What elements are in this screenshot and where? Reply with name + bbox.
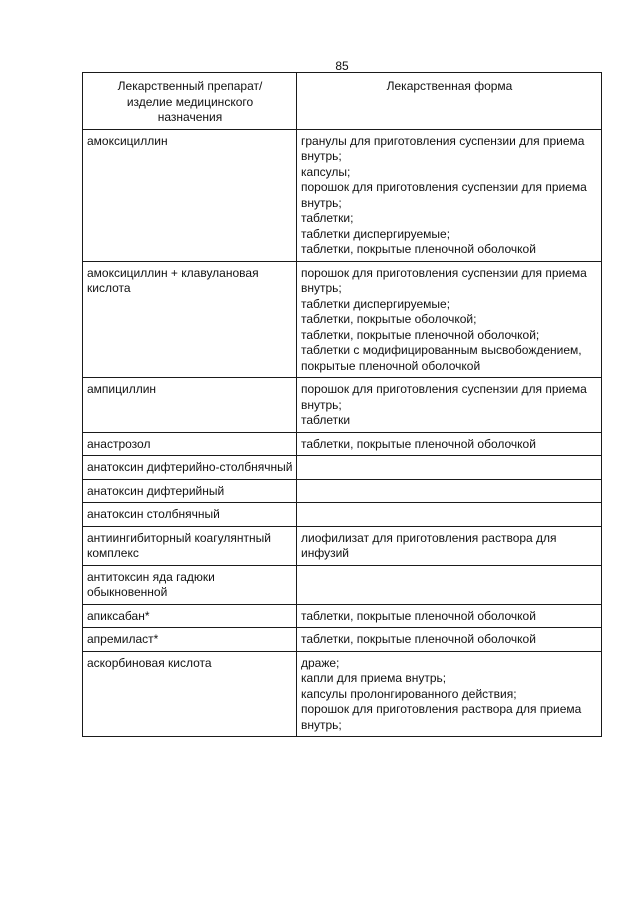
drug-name-cell: апремиласт* xyxy=(83,628,297,652)
drug-table xyxy=(82,72,602,737)
table-row xyxy=(83,628,602,652)
dosage-form-cell: порошок для приготовления суспензии для приема внутрь; таблетки диспергируемые; таблетки, покрытые оболочкой; таблетки, покрытые пленочной оболочкой; таблетки с модифицированным высвобождением, покрытые пленочной оболочкой xyxy=(297,261,602,378)
table-row xyxy=(83,526,602,565)
dosage-form-cell: лиофилизат для приготовления раствора для инфузий xyxy=(297,526,602,565)
dosage-form-cell: драже; капли для приема внутрь; капсулы пролонгированного действия; порошок для приготовления раствора для приема внутрь; xyxy=(297,651,602,737)
drug-name-cell: анатоксин столбнячный xyxy=(83,503,297,527)
drug-name-cell: анастрозол xyxy=(83,432,297,456)
header-row xyxy=(83,73,602,130)
drug-name-cell: анатоксин дифтерийно-столбнячный xyxy=(83,456,297,480)
drug-name-cell: антиингибиторный коагулянтный комплекс xyxy=(83,526,297,565)
drug-name-cell: амоксициллин + клавулановая кислота xyxy=(83,261,297,378)
table-row xyxy=(83,129,602,261)
table-row xyxy=(83,432,602,456)
drug-name-cell: антитоксин яда гадюки обыкновенной xyxy=(83,565,297,604)
dosage-form-cell: таблетки, покрытые пленочной оболочкой xyxy=(297,604,602,628)
dosage-form-cell xyxy=(297,479,602,503)
table-row xyxy=(83,456,602,480)
dosage-form-cell: гранулы для приготовления суспензии для приема внутрь; капсулы; порошок для приготовления суспензии для приема внутрь; таблетки; таблетки диспергируемые; таблетки, покрытые пленочной оболочкой xyxy=(297,129,602,261)
dosage-form-cell xyxy=(297,565,602,604)
table-row xyxy=(83,479,602,503)
dosage-form-cell: порошок для приготовления суспензии для приема внутрь; таблетки xyxy=(297,378,602,433)
table-row xyxy=(83,651,602,737)
header-drug-name: Лекарственный препарат/ изделие медицинского назначения xyxy=(83,73,297,130)
table-row xyxy=(83,503,602,527)
dosage-form-cell: таблетки, покрытые пленочной оболочкой xyxy=(297,628,602,652)
table-row xyxy=(83,378,602,433)
drug-name-cell: аскорбиновая кислота xyxy=(83,651,297,737)
drug-name-cell: амоксициллин xyxy=(83,129,297,261)
header-dosage-form: Лекарственная форма xyxy=(297,73,602,130)
table-body xyxy=(83,129,602,737)
table-header xyxy=(83,73,602,130)
page-number: 85 xyxy=(335,59,349,73)
dosage-form-cell xyxy=(297,503,602,527)
drug-name-cell: анатоксин дифтерийный xyxy=(83,479,297,503)
dosage-form-cell xyxy=(297,456,602,480)
table-row xyxy=(83,604,602,628)
drug-name-cell: ампициллин xyxy=(83,378,297,433)
table-row xyxy=(83,565,602,604)
dosage-form-cell: таблетки, покрытые пленочной оболочкой xyxy=(297,432,602,456)
table-row xyxy=(83,261,602,378)
drug-name-cell: апиксабан* xyxy=(83,604,297,628)
